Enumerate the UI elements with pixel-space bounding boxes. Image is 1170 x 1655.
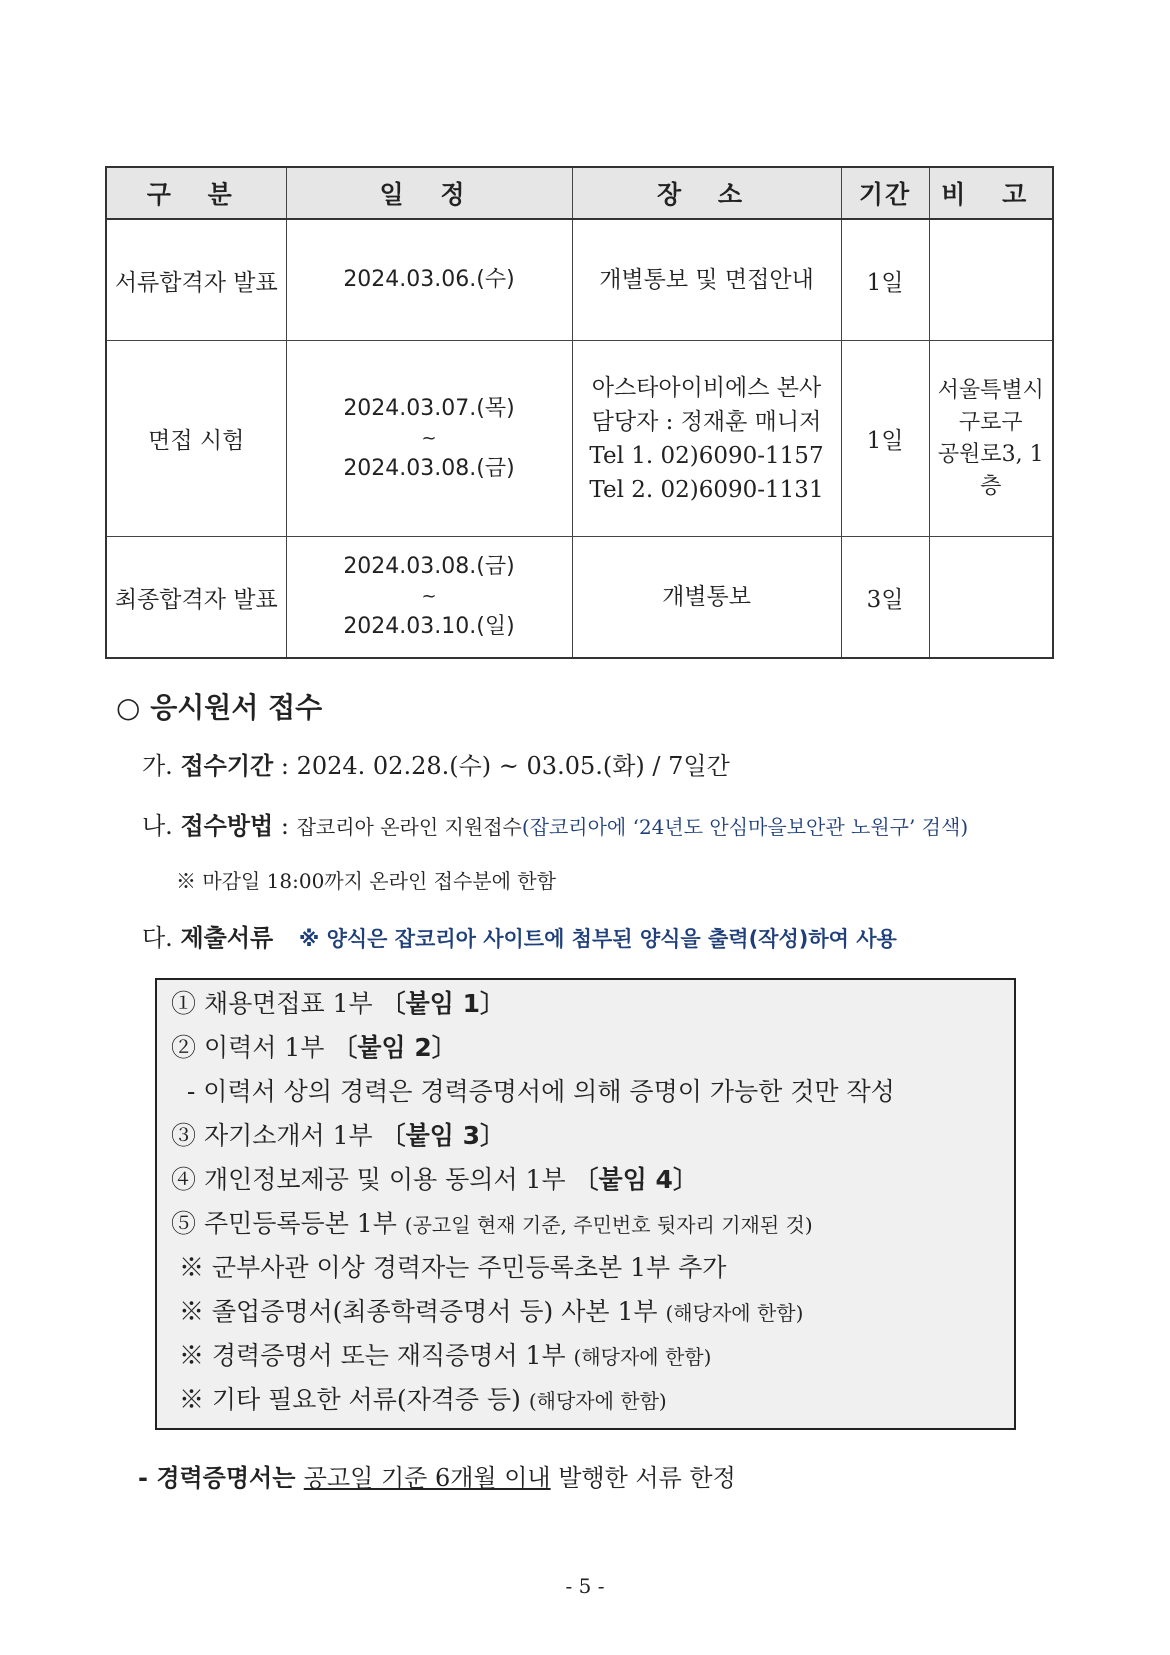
row-period: 1일: [841, 341, 929, 537]
doc-paren: (해당자에 한함): [528, 1389, 667, 1413]
date-end: 2024.03.08.(금): [343, 455, 515, 481]
list-item: [171, 1160, 698, 1196]
doc-tag: 〔붙임 4〕: [573, 1165, 698, 1194]
method-label: 접수방법: [180, 812, 274, 840]
method-line: [142, 806, 968, 841]
section-title-text: 응시원서 접수: [150, 691, 323, 724]
circle-bullet: ○: [116, 691, 141, 724]
note-line: 공원로3, 1층: [937, 441, 1044, 499]
date-start: 2024.03.06.(수): [343, 267, 515, 292]
row-place: [572, 341, 841, 537]
date-end: 2024.03.10.(일): [343, 614, 515, 639]
period-label: 접수기간: [180, 752, 274, 780]
list-item: [171, 1292, 803, 1328]
place-line: 개별통보: [662, 584, 751, 610]
date-tilde: ~: [421, 586, 437, 607]
row-note: [929, 341, 1053, 537]
date-tilde: ~: [421, 427, 437, 449]
doc-text: ⑤ 주민등록등본 1부: [171, 1209, 405, 1238]
list-item: [171, 1380, 667, 1416]
doc-paren: (공고일 현재 기준, 주민번호 뒷자리 기재된 것): [404, 1213, 813, 1237]
table-row: [106, 537, 1053, 659]
list-item: [171, 1028, 457, 1064]
note-line: 서울특별시: [937, 377, 1044, 403]
doc-text: ※ 경력증명서 또는 재직증명서 1부: [171, 1341, 574, 1370]
place-line: 개별통보 및 면접안내: [599, 267, 814, 293]
period-line: [142, 746, 730, 781]
list-item: [171, 1204, 813, 1240]
docs-line: [142, 918, 897, 953]
table-header-row: [106, 167, 1053, 219]
doc-paren: (해당자에 한함): [573, 1345, 712, 1369]
row-date: [286, 537, 572, 659]
docs-note: ※ 양식은 잡코리아 사이트에 첨부된 양식을 출력(작성)하여 사용: [298, 927, 897, 951]
place-line: Tel 2. 02)6090-1131: [589, 476, 824, 503]
doc-text: ※ 기타 필요한 서류(자격증 등): [171, 1385, 529, 1414]
list-item: [171, 1248, 726, 1284]
method-text: 잡코리아 온라인 지원접수: [296, 815, 522, 839]
header-note: 비 고: [929, 167, 1053, 219]
date-start: 2024.03.07.(목): [343, 395, 515, 421]
place-line: Tel 1. 02)6090-1157: [589, 442, 824, 469]
doc-text: ※ 졸업증명서(최종학력증명서 등) 사본 1부: [171, 1297, 666, 1326]
row-place: [572, 537, 841, 659]
doc-text: ④ 개인정보제공 및 이용 동의서 1부: [171, 1165, 574, 1194]
period-text: : 2024. 02.28.(수) ~ 03.05.(화) / 7일간: [280, 752, 730, 780]
row-place: [572, 219, 841, 341]
method-colon: :: [280, 812, 289, 840]
header-period: 기간: [841, 167, 929, 219]
list-item: [171, 1116, 505, 1152]
footnote-suffix: 발행한 서류 한정: [550, 1464, 736, 1492]
deadline-note: ※ 마감일 18:00까지 온라인 접수분에 한함: [176, 869, 556, 893]
row-category: 면접 시험: [106, 341, 286, 537]
note-line: 구로구: [958, 409, 1023, 435]
document-list-box: [155, 978, 1016, 1430]
header-place: 장 소: [572, 167, 841, 219]
doc-tag: 〔붙임 1〕: [380, 989, 506, 1018]
date-start: 2024.03.08.(금): [343, 554, 515, 579]
docs-label: 제출서류: [180, 924, 274, 952]
row-category: 서류합격자 발표: [106, 219, 286, 341]
page-number: - 5 -: [565, 1574, 605, 1598]
header-category: 구 분: [106, 167, 286, 219]
method-highlight: (잡코리아에 ‘24년도 안심마을보안관 노원구’ 검색): [521, 815, 969, 839]
place-line: 담당자 : 정재훈 매니저: [591, 408, 822, 435]
row-date: [286, 341, 572, 537]
doc-text: ② 이력서 1부: [171, 1033, 333, 1062]
doc-text: ③ 자기소개서 1부: [171, 1121, 381, 1150]
schedule-table: [105, 166, 1054, 659]
row-note: [929, 537, 1053, 659]
list-item: [171, 1336, 711, 1372]
doc-tag: 〔붙임 2〕: [332, 1033, 457, 1062]
list-item: [171, 984, 505, 1020]
footnote-prefix: - 경력증명서는: [138, 1464, 304, 1492]
table-row: [106, 219, 1053, 341]
docs-marker: 다.: [142, 924, 173, 952]
row-period: 1일: [841, 219, 929, 341]
list-item: [171, 1072, 895, 1108]
place-line: 아스타아이비에스 본사: [591, 374, 822, 401]
table-row: [106, 341, 1053, 537]
doc-text: - 이력서 상의 경력은 경력증명서에 의해 증명이 가능한 것만 작성: [171, 1077, 895, 1106]
footnote-underlined: 공고일 기준 6개월 이내: [303, 1464, 551, 1492]
doc-text: ※ 군부사관 이상 경력자는 주민등록초본 1부 추가: [171, 1253, 727, 1282]
footnote: [138, 1458, 736, 1493]
period-marker: 가.: [142, 752, 173, 780]
row-date: [286, 219, 572, 341]
header-schedule: 일 정: [286, 167, 572, 219]
method-marker: 나.: [142, 812, 173, 840]
section-title: [116, 686, 322, 726]
doc-tag: 〔붙임 3〕: [380, 1121, 506, 1150]
row-category: 최종합격자 발표: [106, 537, 286, 659]
doc-text: ① 채용면접표 1부: [171, 989, 381, 1018]
row-period: 3일: [841, 537, 929, 659]
doc-paren: (해당자에 한함): [665, 1301, 804, 1325]
row-note: [929, 219, 1053, 341]
